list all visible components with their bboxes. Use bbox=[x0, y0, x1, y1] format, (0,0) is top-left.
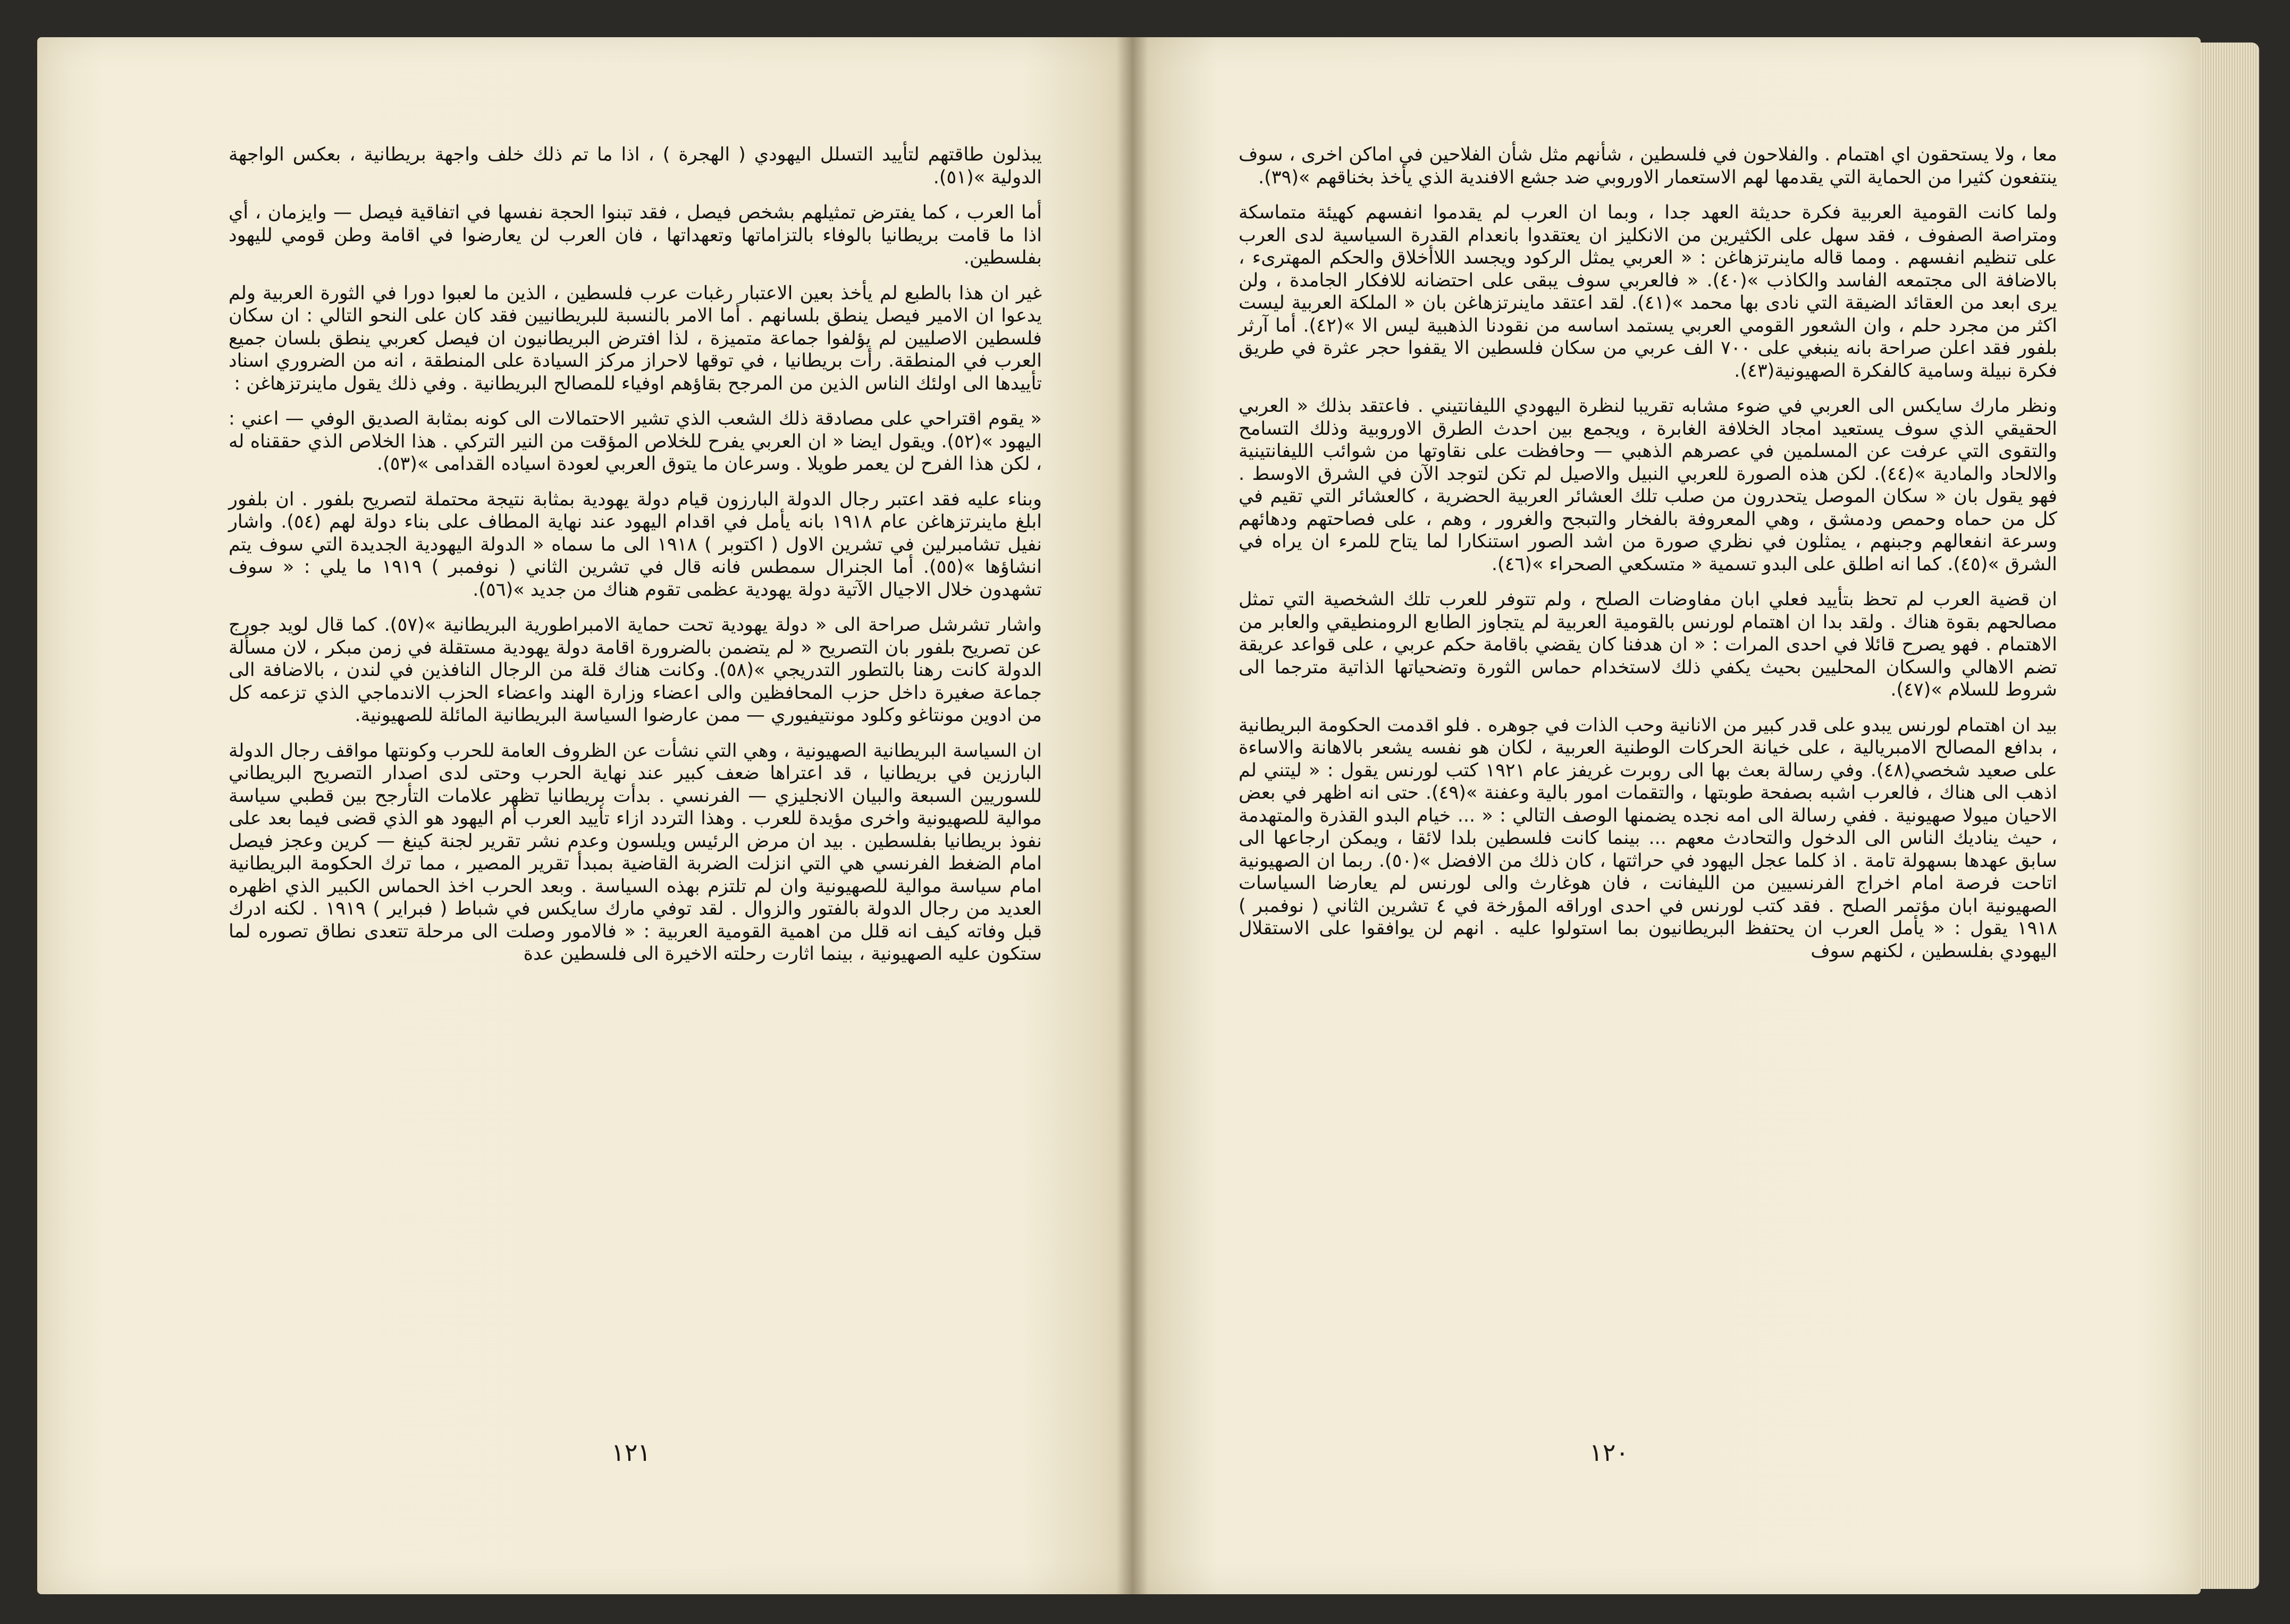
paragraph: ان قضية العرب لم تحظ بتأييد فعلي ابان مفاوضات الصلح ، ولم تتوفر للعرب تلك الشخصية التي تمثل مصالحهم بقوة هناك . ولقد بدا ان اهتمام لورنس بالقومية العربية لم يتجاوز الطابع الرومنطيقي والعابر من الاهتمام . فهو يصرح قائلا في احدى المرات : « ان هدفنا كان يقضي باقامة حكم عربي ، على قواعد عريقة تضم الاهالي والسكان المحليين بحيث يكفي ذلك لاستخدام حماس الثورة وتضحياتها الذاتية مترجما الى شروط للسلام »(٤٧). bbox=[1239, 589, 2057, 700]
book-gutter bbox=[1116, 37, 1148, 1594]
paragraph: « يقوم اقتراحي على مصادقة ذلك الشعب الذي تشير الاحتمالات الى كونه بمثابة الصديق الوفي — اعني : اليهود »(٥٢). ويقول ايضا « ان العربي يفرح للخلاص المؤقت من النير التركي . هذا الخلاص الذي حققناه له ، لكن هذا الفرح لن يعمر طويلا . وسرعان ما يتوق العربي لعودة اسياده القدامى »(٥٣). bbox=[229, 408, 1042, 475]
paragraph: ولما كانت القومية العربية فكرة حديثة العهد جدا ، وبما ان العرب لم يقدموا انفسهم كهيئة متماسكة ومتراصة الصفوف ، فقد سهل على الكثيرين من الانكليز ان يعتقدوا بانعدام القدرة السياسية لدى العرب على تنظيم انفسهم . ومما قاله ماينرتزهاغن : « العربي يمثل الركود ويجسد اللاأخلاق والحكم المهترىء ، بالاضافة الى مجتمعه الفاسد والكاذب »(٤٠). « فالعربي سوف يبقى على احتضانه للافكار الجامدة ، ولن يرى ابعد من العقائد الضيقة التي نادى بها محمد »(٤١). لقد اعتقد ماينرتزهاغن بان « الملكة العربية ليست اكثر من مجرد حلم ، وان الشعور القومي العربي يستمد اساسه من نقودنا الذهبية ليس الا »(٤٢). أما آرثر بلفور فقد اعلن صراحة بانه ينبغي على ٧٠٠ الف عربي من سكان فلسطين الا يقفوا حجر عثرة في طريق فكرة نبيلة وسامية كالفكرة الصهيونية(٤٣). bbox=[1239, 202, 2058, 382]
page-edges bbox=[2201, 43, 2259, 1589]
page-number: ١٢١ bbox=[611, 1438, 651, 1467]
left-page bbox=[37, 37, 1132, 1594]
paragraph: يبذلون طاقتهم لتأييد التسلل اليهودي ( الهجرة ) ، اذا ما تم ذلك خلف واجهة بريطانية ، بعكس الواجهة الدولية »(٥١). bbox=[229, 144, 1042, 188]
paragraph: واشار تشرشل صراحة الى « دولة يهودية تحت حماية الامبراطورية البريطانية »(٥٧). كما قال لويد جورج عن تصريح بلفور بان التصريح « لم يتضمن بالضرورة اقامة دولة يهودية مستقلة في زمن مبكر ، لان مسألة الدولة كانت رهنا بالتطور التدريجي »(٥٨). وكانت هناك قلة من الرجال النافذين في لندن ، بالاضافة الى جماعة صغيرة داخل حزب المحافظين والى اعضاء وزارة الهند واعضاء الحزب الاندماجي الذي تزعمه كل من ادوين مونتاغو وكلود مونتيفيوري — ممن عارضوا السياسة البريطانية المائلة للصهيونية. bbox=[229, 614, 1042, 726]
paragraph: ونظر مارك سايكس الى العربي في ضوء مشابه تقريبا لنظرة اليهودي الليفانتيني . فاعتقد بذلك « العربي الحقيقي الذي سوف يستعيد امجاد الخلافة الغابرة ، ويجمع بين احدث الطرق الاوروبية وذلك التسامح والتقوى التي عرفت عن المسلمين في عصرهم الذهبي — وحافظت على نقاوتها من شوائب الليفانتينية والالحاد والمادية »(٤٤). لكن هذه الصورة للعربي النبيل والاصيل لم تكن لتوجد الآن في الشرق الاوسط . فهو يقول بان « سكان الموصل يتحدرون من صلب تلك العشائر العربية الحضرية ، كالعشائر التي تقيم في كل من حماه وحمص ودمشق ، وهي المعروفة بالفخار والتبجح والغرور ، وهم ، على فصاحتهم ودهائهم وسرعة انفعالهم وجبنهم ، يمثلون في نظري صورة من اشد الصور استنكارا لما يتاح للمرء ان يراه في الشرق »(٤٥). كما انه اطلق على البدو تسمية « متسكعي الصحراء »(٤٦). bbox=[1239, 395, 2057, 575]
right-page bbox=[1132, 37, 2201, 1594]
paragraph: وبناء عليه فقد اعتبر رجال الدولة البارزون قيام دولة يهودية بمثابة نتيجة محتملة لتصريح بلفور . ان بلفور ابلغ ماينرتزهاغن عام ١٩١٨ بانه يأمل في اقدام اليهود عند نهاية المطاف على بناء دولة لهم (٥٤). واشار نفيل تشامبرلين في تشرين الاول ( اكتوبر ) ١٩١٨ الى ما سماه « الدولة اليهودية الجديدة التي سوف يتم انشاؤها »(٥٥). أما الجنرال سمطس فانه قال في تشرين الثاني ( نوفمبر ) ١٩١٩ ما يلي : « سوف تشهدون خلال الاجيال الآتية دولة يهودية عظمى تقوم هناك من جديد »(٥٦). bbox=[229, 488, 1042, 600]
paragraph: معا ، ولا يستحقون اي اهتمام . والفلاحون في فلسطين ، شأنهم مثل شأن الفلاحين في اماكن اخرى ، سوف ينتفعون كثيرا من الحماية التي يقدمها لهم الاستعمار الاوروبي ضد جشع الافندية الذي يأخذ بخناقهم »(٣٩). bbox=[1239, 144, 2057, 188]
paragraph: بيد ان اهتمام لورنس يبدو على قدر كبير من الانانية وحب الذات في جوهره . فلو اقدمت الحكومة البريطانية ، بدافع المصالح الامبريالية ، على خيانة الحركات الوطنية العربية ، لكان هو نفسه يشعر بالاهانة والاساءة على صعيد شخصي(٤٨). وفي رسالة بعث بها الى روبرت غريفز عام ١٩٢١ كتب لورنس يقول : « ليتني لم اذهب الى هناك ، فالعرب اشبه بصفحة طوبتها ، والتقمات امور بالية وعفنة »(٤٩). حتى انه اظهر في بعض الاحيان ميولا صهيونية . ففي رسالة الى امه نجده يضمنها الوصف التالي : « ... خيام البدو القذرة والمتهدمة ، حيث يناديك الناس الى الدخول والتحادث معهم ... بينما كانت فلسطين بلدا لائقا ، ويمكن ارجاعها الى سابق عهدها بسهولة تامة . اذ كلما عجل اليهود في حراثتها ، كان ذلك من الافضل »(٥٠). ربما ان الصهيونية اتاحت فرصة امام اخراج الفرنسيين من الليفانت ، فان هوغارث والى لورنس لم يعارضا السياسات الصهيونية ابان مؤتمر الصلح . فقد كتب لورنس في احدى اوراقه المؤرخة في ٤ تشرين الثاني ( نوفمبر ) ١٩١٨ يقول : « يأمل العرب ان يحتفظ البريطانيون بما استولوا عليه . انهم لن يوافقوا على الاستقلال اليهودي بفلسطين ، لكنهم سوف bbox=[1239, 714, 2058, 962]
left-page-text bbox=[229, 143, 1042, 978]
paragraph: أما العرب ، كما يفترض تمثيلهم بشخص فيصل ، فقد تبنوا الحجة نفسها في اتفاقية فيصل — وايزمان ، أي اذا ما قامت بريطانيا بالوفاء بالتزاماتها وتعهداتها ، فان العرب لن يعارضوا في اقامة وطن قومي لليهود بفلسطين. bbox=[229, 202, 1042, 268]
paragraph: غير ان هذا بالطبع لم يأخذ بعين الاعتبار رغبات عرب فلسطين ، الذين ما لعبوا دورا في الثورة العربية ولم يدعوا ان الامير فيصل ينطق بلسانهم . أما الامر بالنسبة للبريطانيين فقد كان على النحو التالي : ان سكان فلسطين الاصليين لم يؤلفوا جماعة متميزة ، لذا افترض البريطانيون ان فيصل كعربي ينطق بلسان جميع العرب في المنطقة. رأت بريطانيا ، في توقها لاحراز مركز السيادة على المنطقة ، انه من الضروري اسناد تأييدها الى اولئك الناس الذين من المرجح بقاؤهم اوفياء للمصالح البريطانية . وفي ذلك يقول ماينرتزهاغن : bbox=[229, 282, 1042, 394]
page-number: ١٢٠ bbox=[1589, 1438, 1629, 1467]
open-book bbox=[37, 37, 2259, 1594]
right-page-text bbox=[1239, 143, 2057, 975]
paragraph: ان السياسة البريطانية الصهيونية ، وهي التي نشأت عن الظروف العامة للحرب وكونتها مواقف رجال الدولة البارزين في بريطانيا ، قد اعتراها ضعف كبير عند نهاية الحرب وحتى لدى اصدار التصريح البريطاني للسوريين السبعة والبيان الانجليزي — الفرنسي . بدأت بريطانيا تظهر علامات التأرجح بين قطبي سياسة موالية للصهيونية واخرى مؤيدة للعرب . وهذا التردد ازاء تأييد العرب أم اليهود هو الذي قضى فيما بعد على نفوذ بريطانيا بفلسطين . بيد ان مرض الرئيس ويلسون وعدم نشر تقرير لجنة كينغ — كرين وعجز فيصل امام الضغط الفرنسي هي التي انزلت الضربة القاضية بمبدأ تقرير المصير ، مما ترك الحكومة البريطانية امام سياسة موالية للصهيونية وان لم تلتزم بهذه السياسة . وبعد الحرب اخذ الحماس الكبير الذي اظهره العديد من رجال الدولة بالفتور والزوال . لقد توفي مارك سايكس في شباط ( فبراير ) ١٩١٩ . لكنه ادرك قبل وفاته كيف انه قلل من اهمية القومية العربية : « فالامور وصلت الى مرحلة تتعدى نطاق تصوره لما ستكون عليه الصهيونية ، بينما اثارت رحلته الاخيرة الى فلسطين عدة bbox=[229, 740, 1042, 965]
